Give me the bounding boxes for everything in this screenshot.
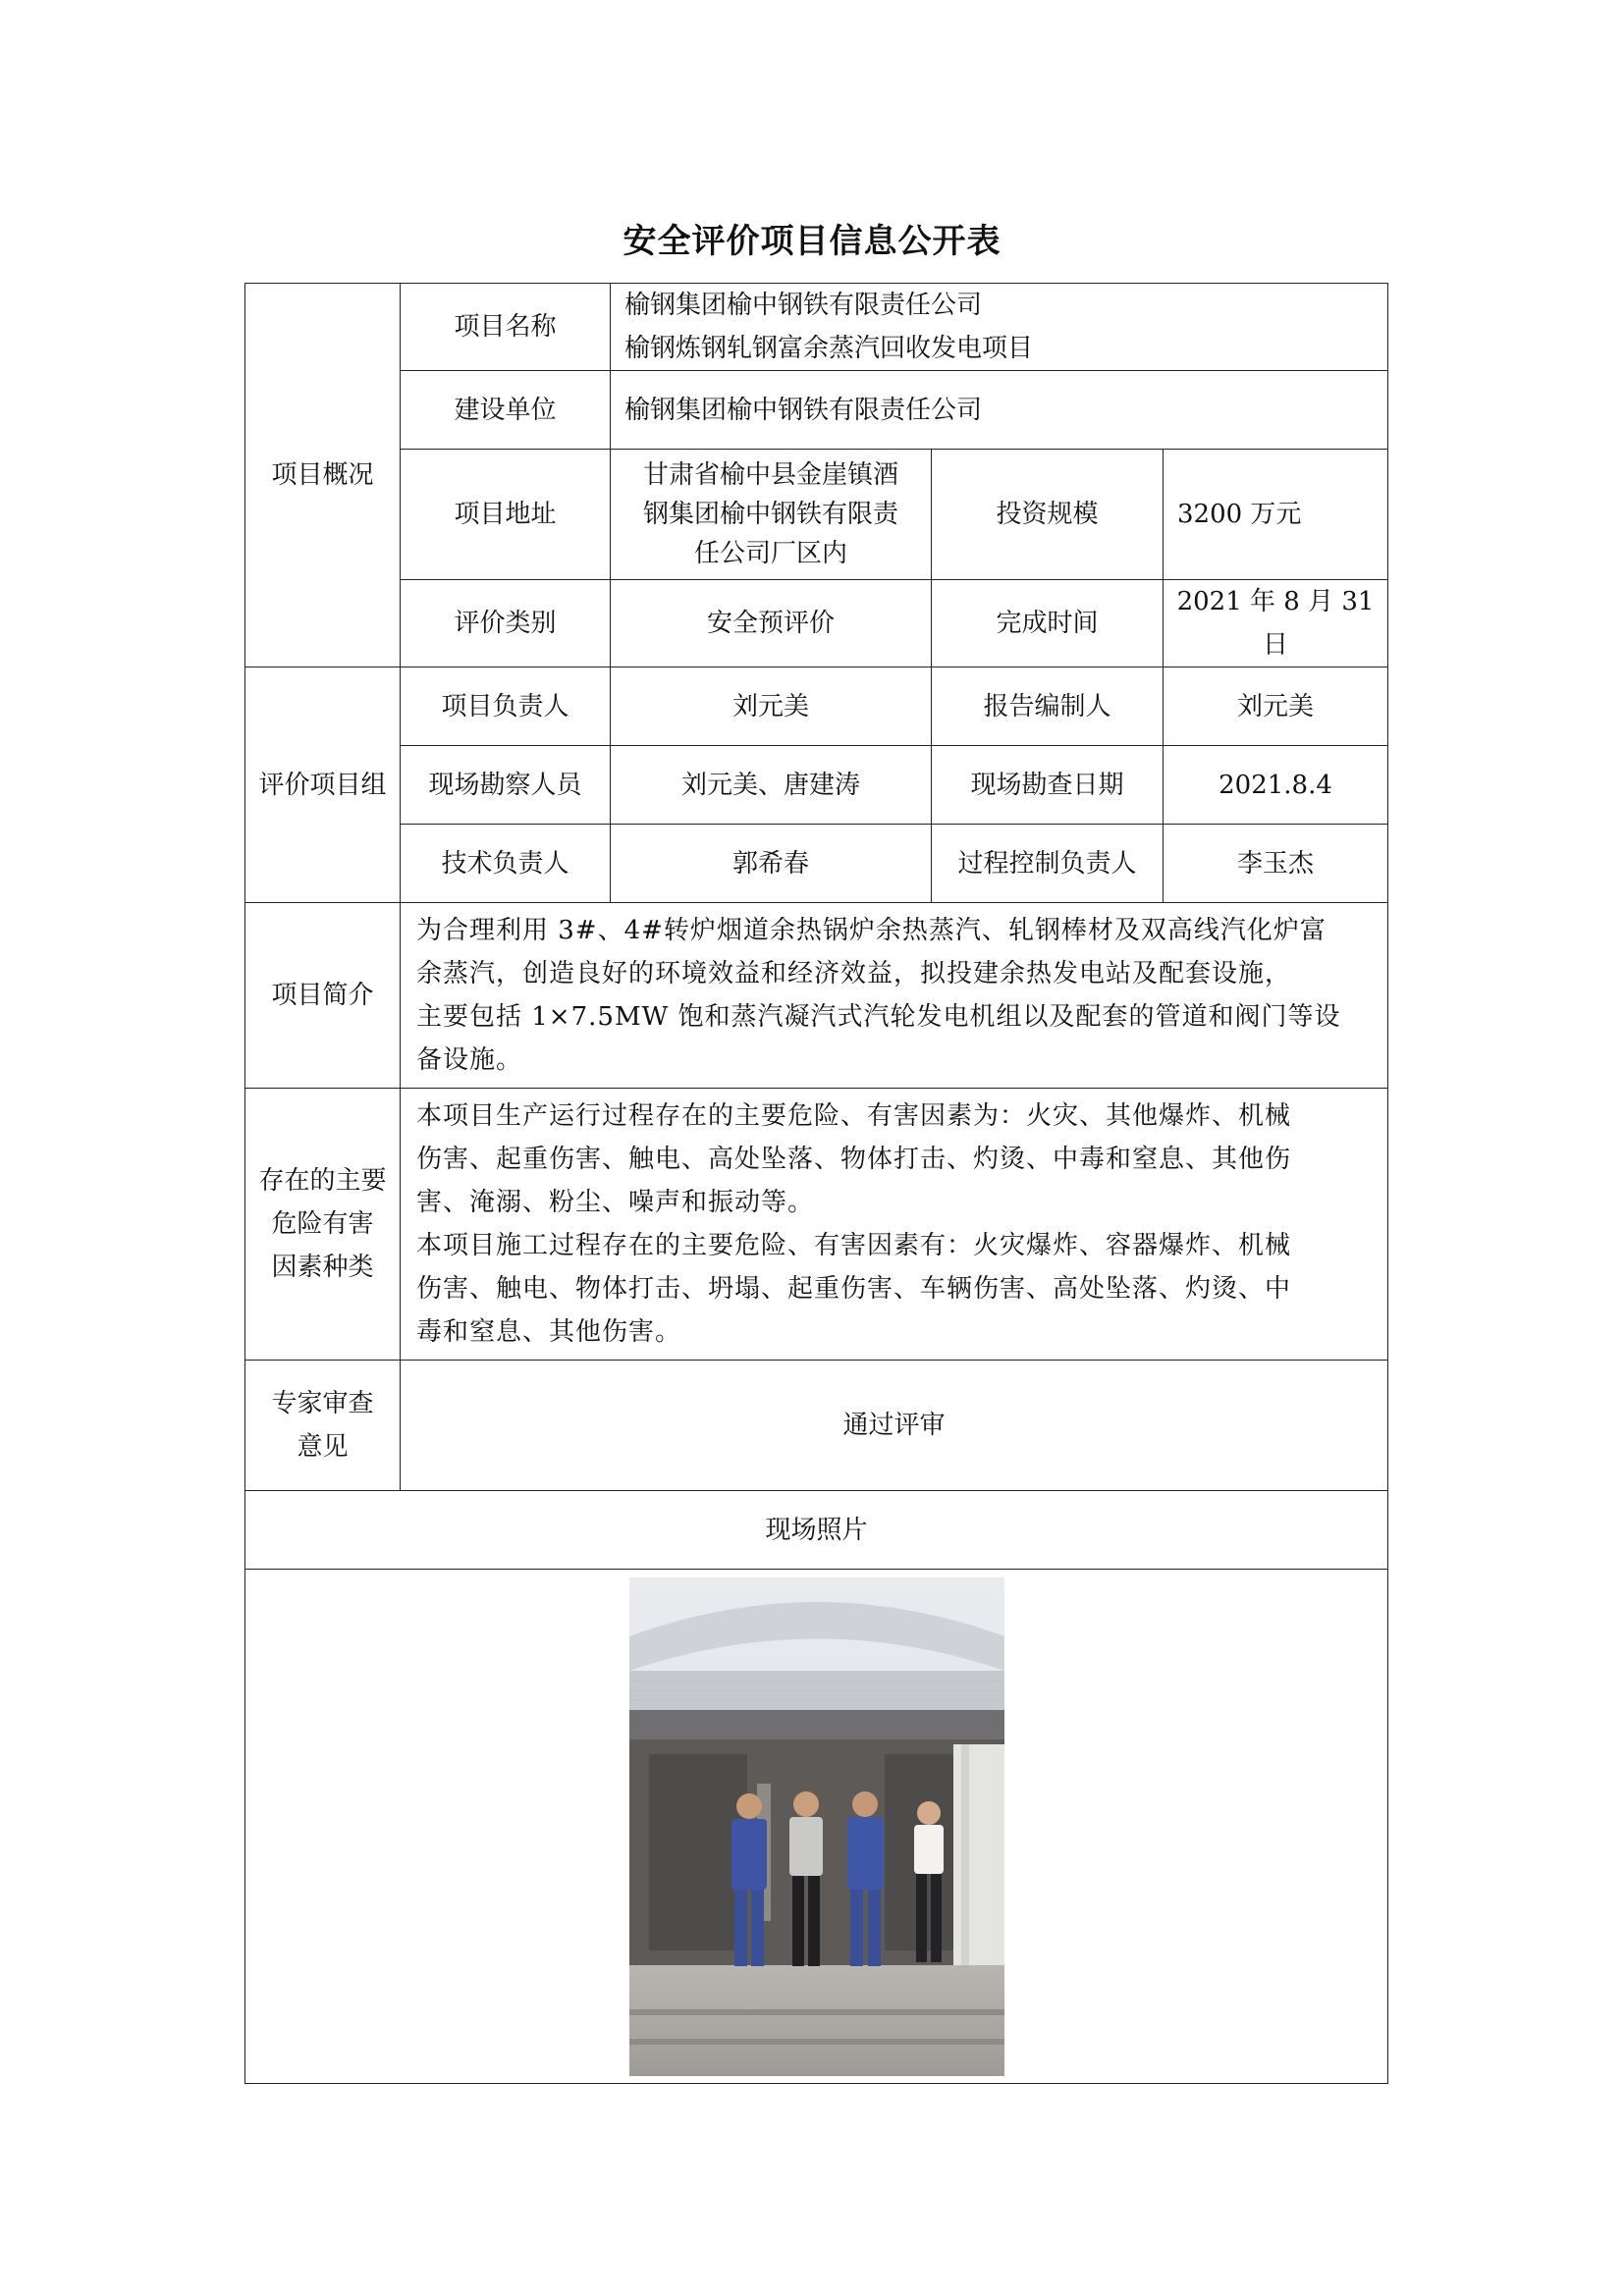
process-control-value: 李玉杰 xyxy=(1164,825,1388,903)
address-value xyxy=(611,450,932,580)
intro-line: 为合理利用 3#、4#转炉烟道余热锅炉余热蒸汽、轧钢棒材及双高线汽化炉富 xyxy=(416,916,1326,945)
intro-text xyxy=(401,903,1388,1089)
page-title: 安全评价项目信息公开表 xyxy=(623,222,1001,261)
project-name-label: 项目名称 xyxy=(401,284,611,371)
address-label: 项目地址 xyxy=(401,450,611,580)
hazards-line: 本项目生产运行过程存在的主要危险、有害因素为：火灾、其他爆炸、机械 xyxy=(416,1101,1292,1131)
hazards-line: 伤害、起重伤害、触电、高处坠落、物体打击、灼烫、中毒和窒息、其他伤 xyxy=(416,1145,1292,1174)
writer-value: 刘元美 xyxy=(1164,667,1388,746)
hazards-line: 害、淹溺、粉尘、噪声和振动等。 xyxy=(416,1188,815,1217)
hazards-line: 本项目施工过程存在的主要危险、有害因素有：火灾爆炸、容器爆炸、机械 xyxy=(416,1231,1292,1260)
survey-date-value: 2021.8.4 xyxy=(1164,746,1388,825)
build-unit-label: 建设单位 xyxy=(401,371,611,450)
category-value: 安全预评价 xyxy=(611,580,932,667)
intro-line: 备设施。 xyxy=(416,1045,523,1075)
address-line: 任公司厂区内 xyxy=(693,539,847,568)
tech-lead-label: 技术负责人 xyxy=(401,825,611,903)
process-control-label: 过程控制负责人 xyxy=(932,825,1164,903)
category-label: 评价类别 xyxy=(401,580,611,667)
intro-line: 余蒸汽，创造良好的环境效益和经济效益，拟投建余热发电站及配套设施， xyxy=(416,959,1292,988)
investment-value: 3200 万元 xyxy=(1164,450,1388,580)
hazards-line: 毒和窒息、其他伤害。 xyxy=(416,1317,682,1347)
photo-cell xyxy=(245,1570,1388,2084)
leader-value: 刘元美 xyxy=(611,667,932,746)
review-label-line: 专家审查 xyxy=(271,1389,374,1418)
hazards-label-line: 危险有害 xyxy=(271,1209,374,1239)
section-overview: 项目概况 xyxy=(245,284,401,667)
survey-staff-value: 刘元美、唐建涛 xyxy=(611,746,932,825)
hazards-label-line: 存在的主要 xyxy=(258,1166,387,1196)
intro-label: 项目简介 xyxy=(245,903,401,1089)
review-value: 通过评审 xyxy=(401,1361,1388,1491)
build-unit-value: 榆钢集团榆中钢铁有限责任公司 xyxy=(611,371,1388,450)
review-label xyxy=(245,1361,401,1491)
leader-label: 项目负责人 xyxy=(401,667,611,746)
hazards-label xyxy=(245,1089,401,1361)
info-table xyxy=(244,283,1388,2084)
hazards-line: 伤害、触电、物体打击、坍塌、起重伤害、车辆伤害、高处坠落、灼烫、中 xyxy=(416,1274,1292,1304)
intro-line: 主要包括 1×7.5MW 饱和蒸汽凝汽式汽轮发电机组以及配套的管道和阀门等设 xyxy=(416,1002,1341,1032)
survey-date-label: 现场勘查日期 xyxy=(932,746,1164,825)
hazards-text xyxy=(401,1089,1388,1361)
section-team: 评价项目组 xyxy=(245,667,401,903)
project-name-value xyxy=(611,284,1388,371)
tech-lead-value: 郭希春 xyxy=(611,825,932,903)
address-line: 甘肃省榆中县金崖镇酒 xyxy=(642,460,898,490)
hazards-label-line: 因素种类 xyxy=(271,1253,374,1282)
project-name-line: 榆钢集团榆中钢铁有限责任公司 xyxy=(624,291,983,320)
address-line: 钢集团榆中钢铁有限责 xyxy=(642,500,898,529)
review-label-line: 意见 xyxy=(297,1432,349,1462)
finish-time-label: 完成时间 xyxy=(932,580,1164,667)
finish-time-value: 2021 年 8 月 31 日 xyxy=(1164,580,1388,667)
survey-staff-label: 现场勘察人员 xyxy=(401,746,611,825)
project-name-line: 榆钢炼钢轧钢富余蒸汽回收发电项目 xyxy=(624,334,1034,363)
investment-label: 投资规模 xyxy=(932,450,1164,580)
photo-label: 现场照片 xyxy=(245,1491,1388,1570)
site-photo xyxy=(629,1577,1004,2076)
writer-label: 报告编制人 xyxy=(932,667,1164,746)
